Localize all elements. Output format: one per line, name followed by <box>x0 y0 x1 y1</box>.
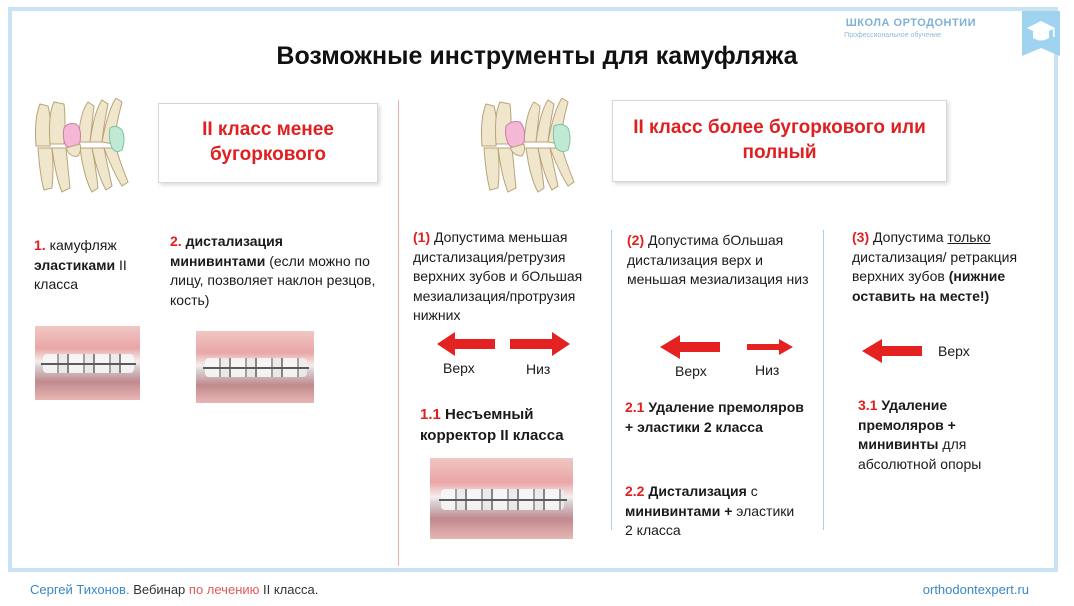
footer-credit <box>30 582 318 597</box>
col3-text-bold: (нижние оставить на месте!) <box>852 268 1006 304</box>
option-1-label: камуфляж <box>49 237 117 253</box>
braces-photo-corrector <box>430 458 573 539</box>
col2-item-1-text: Удаление премоляров + эластики 2 класса <box>625 399 804 435</box>
col3-item-bold: Удаление премоляров + минивинты <box>858 397 956 452</box>
option-1-suffix: II класса <box>34 256 127 292</box>
col1-text: Допустима меньшая дистализация/ретрузия верхних зубов и бОльшая мезиализация/протрузия нижних <box>413 229 583 323</box>
col3-item-text: для абсолютной опоры <box>858 436 982 472</box>
col3-number: (3) <box>852 229 870 245</box>
braces-photo-elastics <box>35 326 140 400</box>
right-class-box <box>612 100 947 182</box>
col1-item-number: 1.1 <box>420 406 441 423</box>
section-divider <box>398 100 399 566</box>
page-title: Возможные инструменты для камуфляжа <box>276 42 798 70</box>
option-2-bold: дистализация минивинтами <box>170 233 283 269</box>
col2-item-1 <box>625 398 805 437</box>
col2-item-2-text-b: эластики 2 класса <box>625 502 795 538</box>
option-2-text <box>170 232 380 310</box>
arrow-left-large-icon <box>660 334 720 360</box>
col1-item-text: Несъемный корректор II класса <box>420 406 564 444</box>
col2-number: (2) <box>627 232 645 248</box>
option-1-text <box>34 236 159 295</box>
col3-description <box>852 228 1027 306</box>
col2-arrow-down-label: Низ <box>755 362 780 378</box>
left-class-box <box>158 103 378 183</box>
col2-item-2-text-a: с <box>750 483 758 499</box>
col2-item-1-number: 2.1 <box>625 399 645 415</box>
arrow-right-small-icon <box>747 338 793 356</box>
teeth-class2-full-icon <box>476 98 594 194</box>
col3-text-a: Допустима <box>873 229 944 245</box>
option-2-description: (если можно по лицу, позволяет наклон резцов, кость) <box>170 252 376 308</box>
option-1-number: 1. <box>34 237 46 253</box>
col2-item-2 <box>625 482 805 541</box>
col1-number: (1) <box>413 229 431 245</box>
column-divider-1 <box>611 230 612 530</box>
col3-text-b: дистализация/ ретракция верхних зубов <box>852 248 1018 284</box>
brand-subtitle: Профессиональное обучение <box>844 32 941 39</box>
option-1-bold: эластиками <box>34 256 116 273</box>
teeth-class2-icon <box>30 98 148 194</box>
footer-topic: II класса. <box>263 582 319 597</box>
arrow-left-upper-icon <box>862 338 922 364</box>
column-divider-2 <box>823 230 824 530</box>
footer-topic-link[interactable]: по лечению <box>188 582 260 597</box>
arrow-right-icon <box>510 331 570 357</box>
col1-arrow-down-label: Низ <box>526 361 551 377</box>
col2-arrow-up-label: Верх <box>675 363 707 379</box>
col3-item-number: 3.1 <box>858 397 878 413</box>
col1-description <box>413 228 609 326</box>
col3-item <box>858 396 1028 474</box>
col2-description <box>627 231 817 290</box>
col2-text: Допустима бОльшая дистализация верх и меньшая мезиализация низ <box>627 232 809 287</box>
col3-text-underlined: только <box>947 229 991 245</box>
col2-item-2-bold-b: минивинтами + <box>625 502 733 519</box>
option-2-number: 2. <box>170 233 182 249</box>
footer-site-link[interactable]: orthodontexpert.ru <box>922 582 1029 597</box>
col3-arrow-up-label: Верх <box>938 343 970 359</box>
col1-item <box>420 404 600 446</box>
footer-webinar: Вебинар <box>133 582 186 597</box>
col2-item-2-bold: Дистализация <box>648 483 747 499</box>
col1-arrow-up-label: Верх <box>443 360 475 376</box>
footer-author: Сергей Тихонов. <box>30 582 130 597</box>
arrow-left-icon <box>437 331 495 357</box>
braces-photo-miniscrews <box>196 331 314 403</box>
right-class-label: II класс более бугоркового или полный <box>633 117 926 163</box>
col2-item-2-number: 2.2 <box>625 483 645 499</box>
brand-name: ШКОЛА ОРТОДОНТИИ <box>845 17 976 29</box>
left-class-label: II класс менее бугоркового <box>202 119 334 165</box>
